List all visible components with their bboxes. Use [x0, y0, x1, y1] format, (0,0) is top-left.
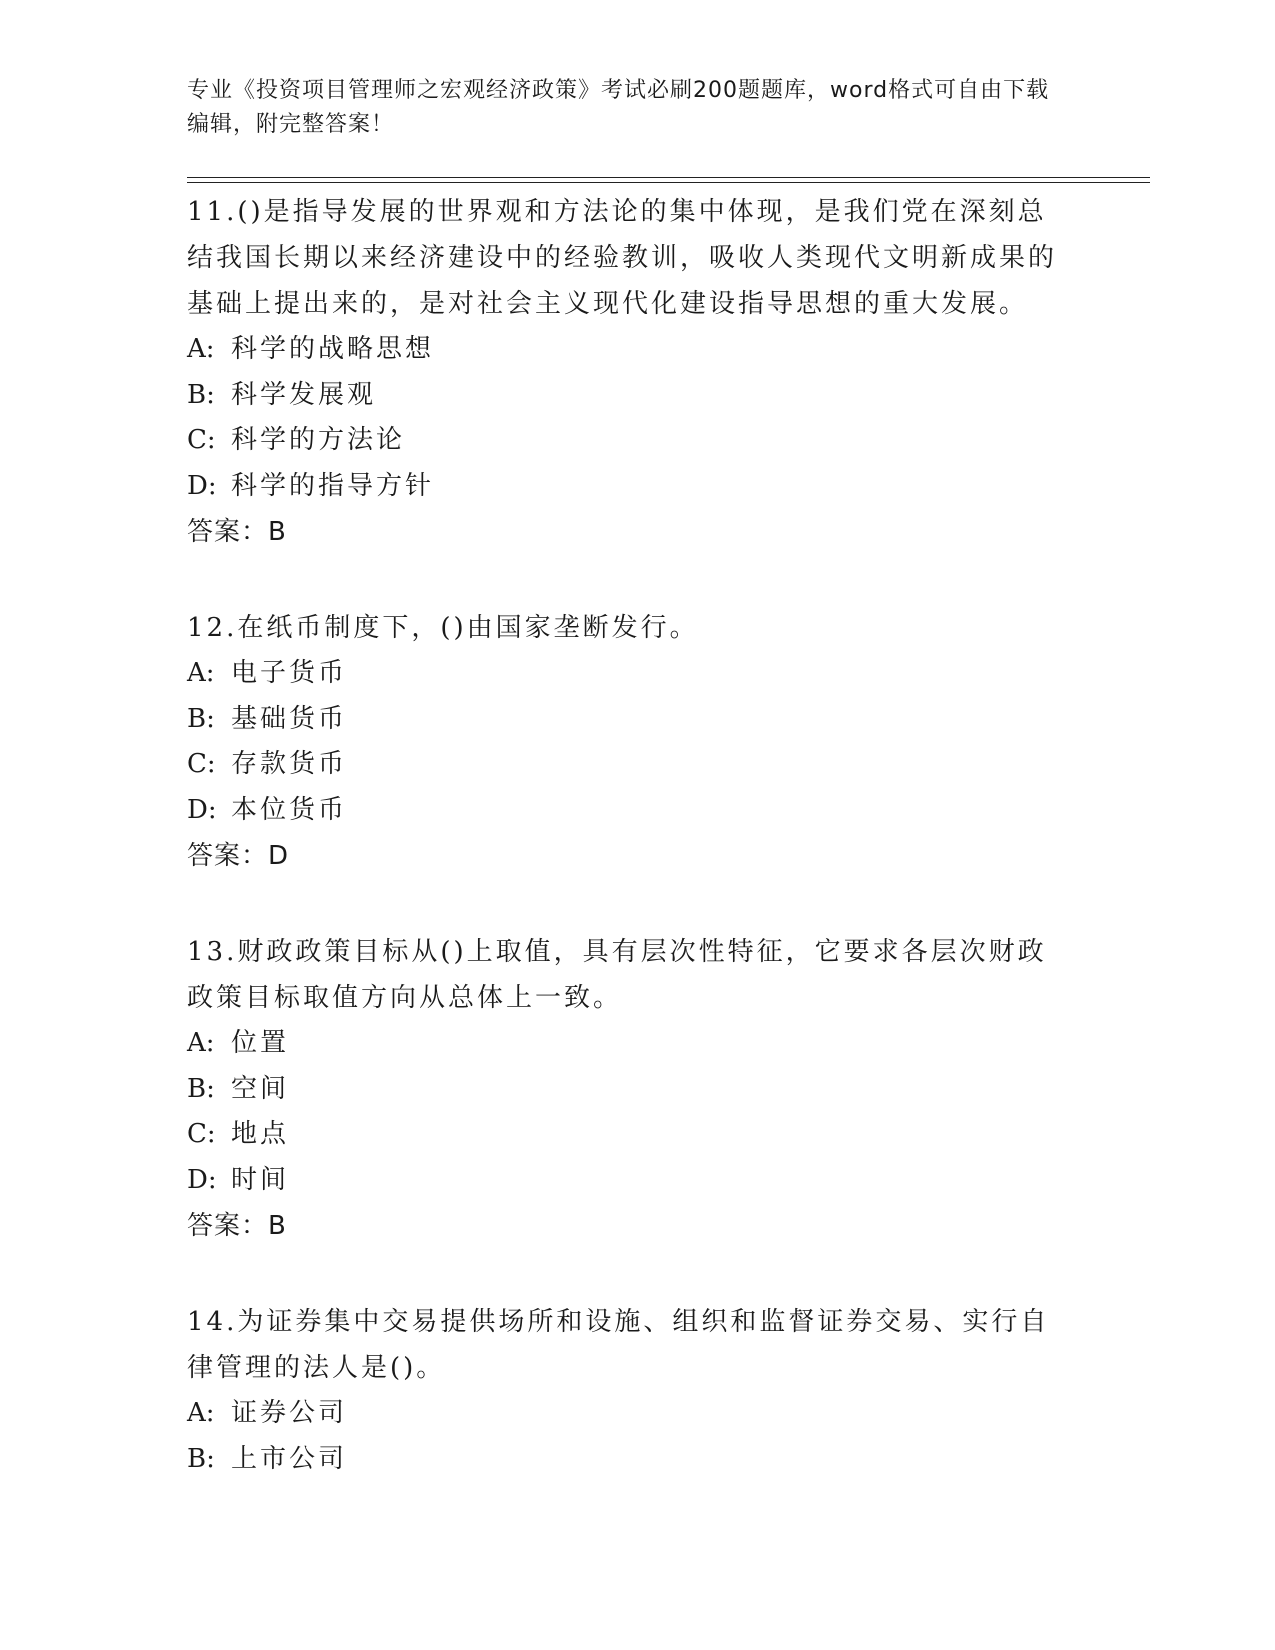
option-a	[187, 327, 1067, 373]
option-letter: D:	[187, 794, 217, 825]
question-list	[187, 189, 1067, 1532]
option-text: 证券公司	[231, 1398, 348, 1428]
option-a	[187, 651, 1067, 697]
option-letter: A:	[187, 658, 215, 688]
option-text: 电子货币	[231, 658, 348, 688]
option-d	[187, 1158, 1067, 1204]
question-14	[187, 1299, 1067, 1482]
option-d	[187, 464, 1067, 510]
option-b	[187, 1067, 1067, 1113]
option-text: 时间	[231, 1164, 290, 1195]
option-letter: A:	[187, 334, 215, 364]
option-b	[187, 697, 1067, 743]
option-text: 存款货币	[231, 749, 348, 779]
option-letter: A:	[187, 1398, 215, 1428]
option-text: 科学的指导方针	[231, 470, 435, 501]
option-c	[187, 418, 1067, 464]
option-text: 地点	[231, 1119, 290, 1149]
option-letter: A:	[187, 1028, 215, 1058]
option-letter: B:	[187, 379, 215, 410]
question-stem: 12.在纸币制度下，()由国家垄断发行。	[187, 613, 699, 643]
option-text: 空间	[231, 1073, 290, 1104]
question-stem: 11.()是指导发展的世界观和方法论的集中体现，是我们党在深刻总结我国长期以来经济建设中的经验教训，吸收人类现代文明新成果的基础上提出来的，是对社会主义现代化建设指导思想的重大发展。	[187, 197, 1058, 319]
option-text: 上市公司	[231, 1443, 348, 1474]
option-a	[187, 1391, 1067, 1437]
option-a	[187, 1021, 1067, 1067]
option-c	[187, 1112, 1067, 1158]
option-text: 基础货币	[231, 703, 348, 734]
answer-line: 答案：D	[187, 841, 290, 871]
option-text: 科学的方法论	[231, 425, 406, 455]
option-letter: B:	[187, 1443, 215, 1474]
option-text: 本位货币	[231, 794, 348, 825]
option-letter: D:	[187, 470, 217, 501]
option-letter: D:	[187, 1164, 217, 1195]
option-c	[187, 742, 1067, 788]
option-d	[187, 788, 1067, 834]
option-letter: C:	[187, 749, 216, 779]
option-text: 位置	[231, 1028, 290, 1058]
question-12	[187, 605, 1067, 879]
option-text: 科学发展观	[231, 379, 377, 410]
header-divider-top	[187, 177, 1150, 178]
question-stem: 13.财政政策目标从()上取值，具有层次性特征，它要求各层次财政政策目标取值方向从总体上一致。	[187, 937, 1047, 1013]
option-letter: B:	[187, 703, 215, 734]
option-letter: C:	[187, 425, 216, 455]
question-11	[187, 189, 1067, 555]
header-divider-bottom	[187, 182, 1150, 183]
answer-line: 答案：B	[187, 1211, 287, 1241]
answer-line: 答案：B	[187, 517, 287, 547]
option-letter: B:	[187, 1073, 215, 1104]
document-intro: 专业《投资项目管理师之宏观经济政策》考试必刷200题题库，word格式可自由下载编辑，附完整答案！	[187, 78, 1050, 137]
option-text: 科学的战略思想	[231, 334, 435, 364]
option-letter: C:	[187, 1119, 216, 1149]
option-b	[187, 373, 1067, 419]
question-13	[187, 929, 1067, 1249]
question-stem: 14.为证券集中交易提供场所和设施、组织和监督证券交易、实行自律管理的法人是()。	[187, 1307, 1050, 1383]
option-b	[187, 1437, 1067, 1483]
